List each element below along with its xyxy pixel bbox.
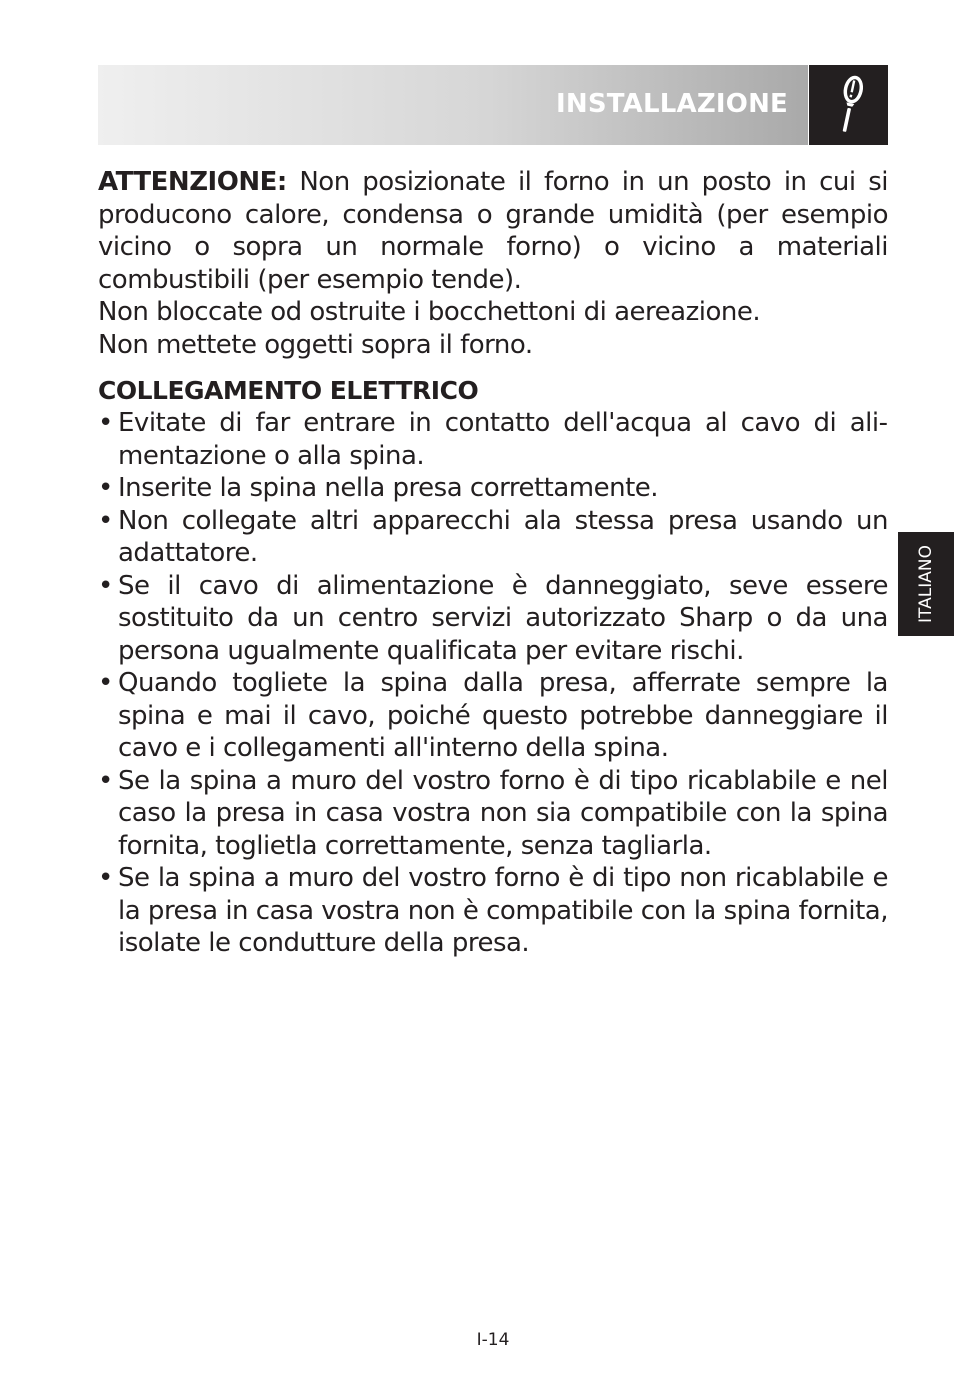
header-icon-box bbox=[809, 65, 888, 145]
language-side-tab bbox=[898, 532, 954, 636]
section-header-bar bbox=[98, 65, 808, 145]
language-tab-label: ITALIANO bbox=[916, 545, 936, 623]
electrical-connection-heading: COLLEGAMENTO ELETTRICO bbox=[98, 376, 479, 405]
bullet-dot: • bbox=[98, 408, 113, 438]
bullet-dot: • bbox=[98, 570, 113, 601]
info-lightbulb-icon bbox=[809, 65, 888, 145]
section-title: INSTALLAZIONE bbox=[555, 89, 788, 119]
placement-note: Non mettete oggetti sopra il forno. bbox=[98, 329, 533, 360]
list-item: • Non collegate altri apparecchi ala stessa presa usando un adattatore. bbox=[98, 505, 888, 568]
ventilation-note: Non bloccate od ostruite i bocchettoni di aereazione. bbox=[98, 297, 761, 327]
list-item: • Se la spina a muro del vostro forno è di tipo ricablabile e nel caso la presa in casa vostra non sia compatibile con la spina fornita, toglietla correttamente, senza tagliarla. bbox=[98, 765, 888, 861]
bullet-dot: • bbox=[98, 473, 113, 503]
list-item: • Se il cavo di alimentazione è danneggiato, seve essere sostituito da un centro servizi autorizzato Sharp o da una persona ugualmente qualificata per evitare rischi. bbox=[98, 570, 888, 666]
electrical-bullet-list bbox=[98, 407, 888, 960]
bullet-dot: • bbox=[98, 668, 113, 698]
warning-label: ATTENZIONE: bbox=[98, 167, 287, 197]
warning-text: Non posizionate il forno in un posto in cui si producono calore, condensa o grande umidità (per esempio vicino o sopra un normale forno) o vicino a materiali combustibili (per esempio tende). bbox=[98, 167, 888, 295]
warning-paragraph bbox=[98, 166, 888, 296]
list-item: • Inserite la spina nella presa correttamente. bbox=[98, 473, 659, 503]
bullet-dot: • bbox=[98, 505, 113, 536]
bullet-dot: • bbox=[98, 863, 113, 893]
bullet-dot: • bbox=[98, 765, 113, 796]
list-item: • Quando togliete la spina dalla presa, afferrate sempre la spina e mai il cavo, poiché questo potrebbe danneggiare il cavo e i collegamenti all'interno della spina. bbox=[98, 668, 888, 763]
content-body bbox=[98, 166, 888, 960]
page-number: I-14 bbox=[476, 1330, 510, 1350]
list-item: • Se la spina a muro del vostro forno è di tipo non ricablabile e la presa in casa vostra non è compatibile con la spina fornita, isolate le condutture della presa. bbox=[98, 863, 888, 958]
list-item: • Evitate di far entrare in contatto dell'acqua al cavo di alimentazione o alla spina. bbox=[98, 408, 888, 471]
